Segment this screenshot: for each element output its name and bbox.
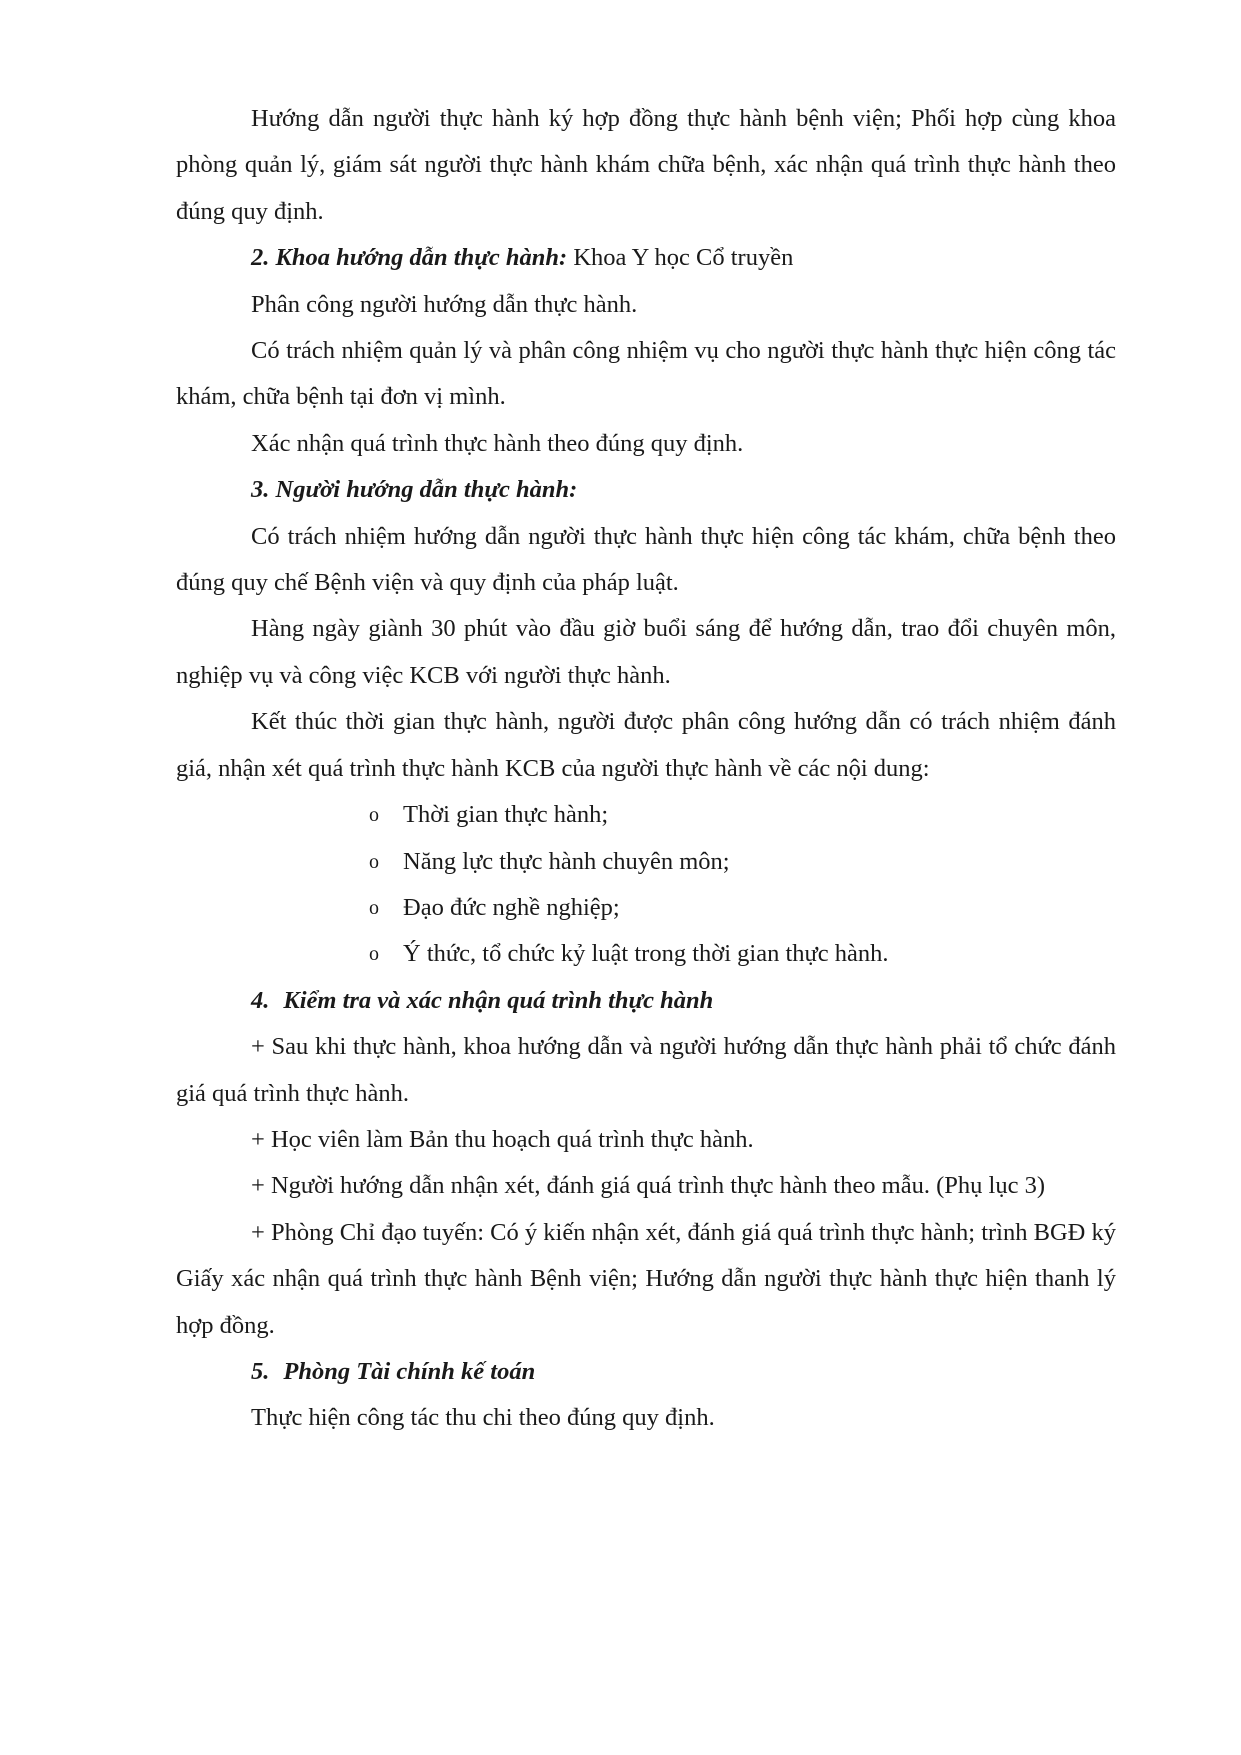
section-title: Khoa hướng dẫn thực hành:: [275, 244, 568, 272]
section-title: Phòng Tài chính kế toán: [283, 1357, 536, 1385]
hollow-circle-bullet-icon: o: [369, 850, 379, 873]
evaluation-criteria-list: [176, 792, 1116, 978]
section-title: Người hướng dẫn thực hành:: [275, 476, 578, 504]
list-item: [369, 792, 1116, 838]
section-heading-2: [176, 235, 1116, 281]
paragraph-management-duty: Có trách nhiệm quản lý và phân công nhiệm vụ cho người thực hành thực hiện công tác khám, chữa bệnh tại đơn vị mình.: [176, 337, 1116, 411]
list-item: [369, 885, 1116, 931]
list-item: [369, 931, 1116, 977]
paragraph-assign-instructor: Phân công người hướng dẫn thực hành.: [251, 290, 638, 318]
list-item: [369, 839, 1116, 885]
document-page: [176, 96, 1116, 1442]
paragraph-contract-guidance: Hướng dẫn người thực hành ký hợp đồng thực hành bệnh viện; Phối hợp cùng khoa phòng quản lý, giám sát người thực hành khám chữa bệnh, xác nhận quá trình thực hành theo đúng quy định.: [176, 105, 1116, 225]
paragraph-line-direction-office: + Phòng Chỉ đạo tuyến: Có ý kiến nhận xét, đánh giá quá trình thực hành; trình BGĐ ký Giấy xác nhận quá trình thực hành Bệnh viện; Hướng dẫn người thực hành thực hiện thanh lý hợp đồng.: [176, 1218, 1116, 1339]
section-heading-4: [176, 978, 1116, 1024]
list-item-text: Đạo đức nghề nghiệp;: [403, 893, 620, 921]
hollow-circle-bullet-icon: o: [369, 943, 379, 966]
section-number: 4.: [251, 986, 270, 1014]
list-item-text: Năng lực thực hành chuyên môn;: [403, 847, 730, 875]
section-title: Kiểm tra và xác nhận quá trình thực hành: [283, 986, 714, 1014]
section-suffix: Khoa Y học Cổ truyền: [567, 244, 794, 272]
section-heading-5: [176, 1349, 1116, 1395]
paragraph-student-report: + Học viên làm Bản thu hoạch quá trình thực hành.: [251, 1125, 754, 1153]
hollow-circle-bullet-icon: o: [369, 804, 379, 827]
section-heading-3: [176, 467, 1116, 513]
list-item-text: Thời gian thực hành;: [403, 801, 609, 829]
paragraph-daily-session: Hàng ngày giành 30 phút vào đầu giờ buổi sáng để hướng dẫn, trao đổi chuyên môn, nghiệp vụ và công việc KCB với người thực hành.: [176, 615, 1116, 689]
list-item-text: Ý thức, tổ chức kỷ luật trong thời gian thực hành.: [403, 940, 889, 968]
paragraph-finance-duty: Thực hiện công tác thu chi theo đúng quy định.: [251, 1404, 715, 1432]
paragraph-confirm-process: Xác nhận quá trình thực hành theo đúng quy định.: [251, 429, 744, 457]
hollow-circle-bullet-icon: o: [369, 896, 379, 919]
section-number: 5.: [251, 1357, 270, 1385]
section-number: 3.: [251, 476, 270, 504]
paragraph-instructor-duty: Có trách nhiệm hướng dẫn người thực hành thực hiện công tác khám, chữa bệnh theo đúng quy chế Bệnh viện và quy định của pháp luật.: [176, 522, 1116, 597]
paragraph-instructor-review: + Người hướng dẫn nhận xét, đánh giá quá trình thực hành theo mẫu. (Phụ lục 3): [251, 1172, 1045, 1200]
paragraph-evaluation-intro: Kết thúc thời gian thực hành, người được phân công hướng dẫn có trách nhiệm đánh giá, nhận xét quá trình thực hành KCB của người thực hành về các nội dung:: [176, 708, 1116, 782]
paragraph-after-practice: + Sau khi thực hành, khoa hướng dẫn và người hướng dẫn thực hành phải tổ chức đánh giá quá trình thực hành.: [176, 1033, 1116, 1107]
section-number: 2.: [251, 244, 270, 272]
